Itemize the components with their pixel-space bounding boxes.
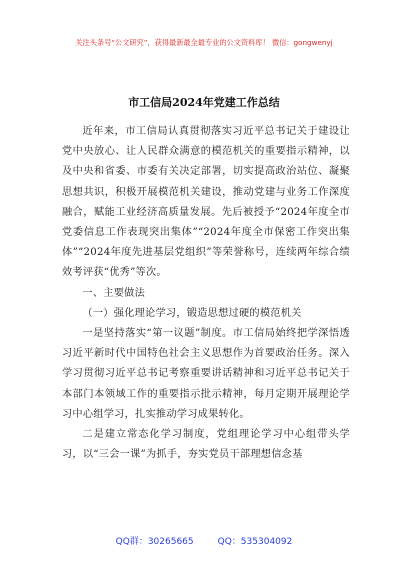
- footer-qq: QQ：535304092: [217, 537, 293, 547]
- body-paragraph: 二是建立常态化学习制度，党组理论学习中心组带头学习，以“三会一课”为抓手，夯实党员干部理想信念基: [62, 429, 350, 461]
- footer-qq-group: QQ群：30265665: [115, 537, 194, 547]
- header-notice: 关注头条号“公文研究”，获得最新最全最专业的公文资料库！ 微信：gongwenyj: [75, 38, 333, 47]
- intro-paragraph: 近年来，市工信局认真贯彻落实习近平总书记关于建设让党中央放心、让人民群众满意的模范机关的重要指示精神，以及中央和省委、市委有关决定部署，切实提高政治站位、凝聚思想共识，积极开展模范机关建设，推动党建与业务工作深度融合，赋能工业经济高质量发展。先后被授予“2024年度全市党委信息工作表现突出集体”“2024年度全市保密工作突出集体”“2024年度先进基层党组织”等荣誉称号，连续两年综合绩效考评获“优秀”等次。: [62, 126, 350, 279]
- document-title: 市工信局2024年党建工作总结: [128, 96, 280, 109]
- document-body: [62, 122, 350, 465]
- section-heading: 一、主要做法: [82, 287, 146, 299]
- footer: [0, 534, 408, 547]
- body-paragraph: 一是坚持落实“第一议题”制度。市工信局始终把学深悟透习近平新时代中国特色社会主义思想作为首要政治任务。深入学习贯彻习近平总书记考察重要讲话精神和习近平总书记关于本部门本领域工作的重要指示批示精神，每月定期开展理论学习中心组学习，扎实推动学习成果转化。: [62, 328, 350, 420]
- subsection-heading: （一）强化理论学习，锻造思想过硬的模范机关: [82, 307, 302, 319]
